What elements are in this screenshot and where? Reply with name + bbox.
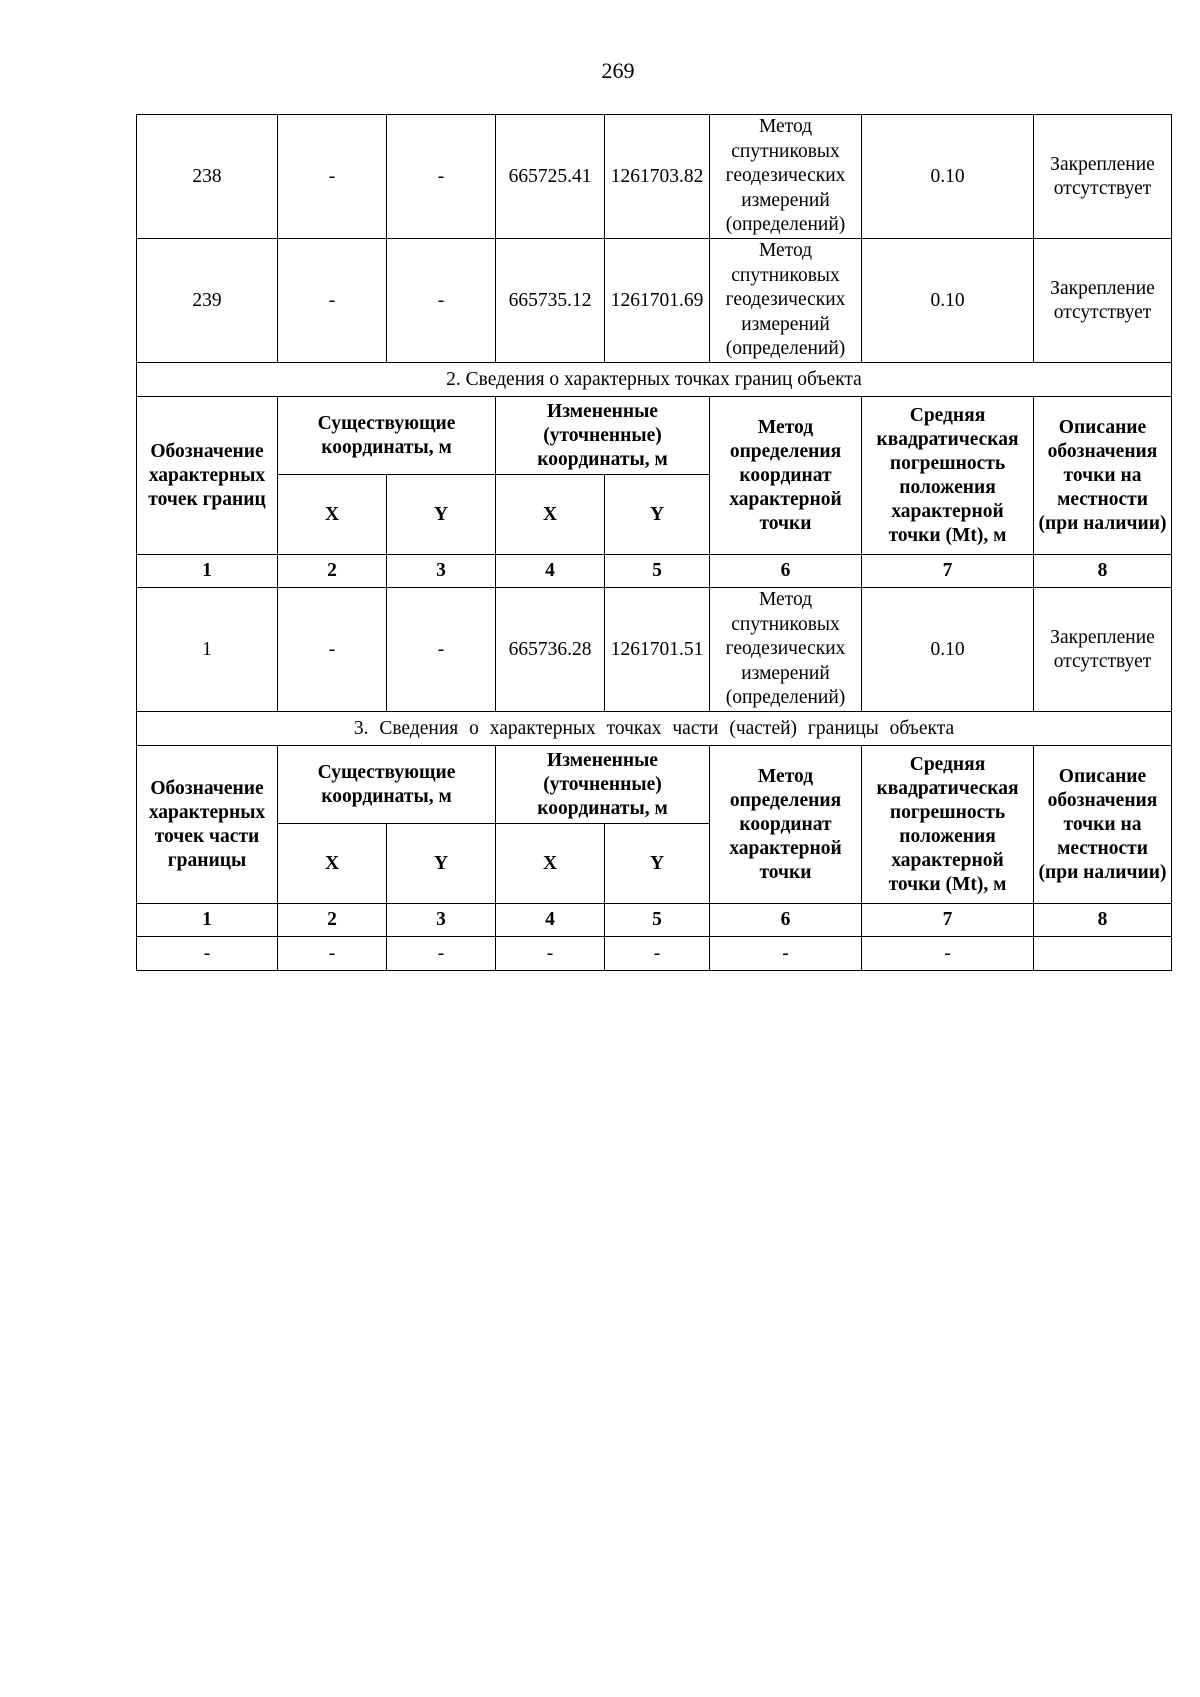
changed-y: 1261701.69 <box>605 239 710 363</box>
section-2-title: 2. Сведения о характерных точках границ объекта <box>137 363 1172 397</box>
column-number: 1 <box>137 555 278 588</box>
mt-value: 0.10 <box>862 115 1034 239</box>
description: Закрепление отсутствует <box>1034 588 1172 712</box>
header-designation: Обозначение характерных точек части границы <box>137 746 278 904</box>
mt-value: 0.10 <box>862 239 1034 363</box>
header-y: Y <box>387 824 496 904</box>
header-existing: Существующие координаты, м <box>278 397 496 475</box>
header-method: Метод определения координат характерной точки <box>710 397 862 555</box>
header-y: Y <box>605 824 710 904</box>
header-x: X <box>278 824 387 904</box>
table-row <box>137 115 1172 239</box>
cell: - <box>862 937 1034 971</box>
description: Закрепление отсутствует <box>1034 239 1172 363</box>
cell <box>1034 937 1172 971</box>
header-y: Y <box>387 475 496 555</box>
header-x: X <box>496 824 605 904</box>
column-number: 5 <box>605 904 710 937</box>
existing-y: - <box>387 588 496 712</box>
cell: - <box>387 937 496 971</box>
method: Метод спутниковых геодезических измерений (определений) <box>710 239 862 363</box>
column-number: 4 <box>496 904 605 937</box>
header-designation: Обозначение характерных точек границ <box>137 397 278 555</box>
section-title-row <box>137 712 1172 746</box>
column-number: 6 <box>710 555 862 588</box>
header-description: Описание обозначения точки на местности (при наличии) <box>1034 397 1172 555</box>
header-method: Метод определения координат характерной точки <box>710 746 862 904</box>
header-y: Y <box>605 475 710 555</box>
existing-x: - <box>278 239 387 363</box>
header-mt: Средняя квадратическая погрешность положения характерной точки (Mt), м <box>862 397 1034 555</box>
page-number: 269 <box>601 58 635 83</box>
section-title-row <box>137 363 1172 397</box>
point-number: 239 <box>137 239 278 363</box>
section-3-title-cell <box>137 712 1172 746</box>
column-number: 1 <box>137 904 278 937</box>
column-number: 3 <box>387 904 496 937</box>
cell: - <box>278 937 387 971</box>
changed-x: 665736.28 <box>496 588 605 712</box>
header-row <box>137 397 1172 475</box>
column-number: 8 <box>1034 555 1172 588</box>
cell: - <box>137 937 278 971</box>
column-number: 3 <box>387 555 496 588</box>
method: Метод спутниковых геодезических измерений (определений) <box>710 588 862 712</box>
changed-x: 665735.12 <box>496 239 605 363</box>
column-numbers-row <box>137 904 1172 937</box>
description: Закрепление отсутствует <box>1034 115 1172 239</box>
column-number: 6 <box>710 904 862 937</box>
cell: - <box>605 937 710 971</box>
column-number: 8 <box>1034 904 1172 937</box>
section-3-title: 3. Сведения о характерных точках части (частей) границы объекта <box>353 717 955 739</box>
table-row <box>137 239 1172 363</box>
header-mt: Средняя квадратическая погрешность положения характерной точки (Mt), м <box>862 746 1034 904</box>
column-number: 7 <box>862 904 1034 937</box>
point-number: 238 <box>137 115 278 239</box>
changed-y: 1261703.82 <box>605 115 710 239</box>
point-number: 1 <box>137 588 278 712</box>
table-row <box>137 937 1172 971</box>
changed-x: 665725.41 <box>496 115 605 239</box>
cell: - <box>496 937 605 971</box>
column-number: 7 <box>862 555 1034 588</box>
header-row <box>137 746 1172 824</box>
column-numbers-row <box>137 555 1172 588</box>
mt-value: 0.10 <box>862 588 1034 712</box>
coordinates-table <box>136 114 1172 971</box>
table-row <box>137 588 1172 712</box>
column-number: 2 <box>278 904 387 937</box>
column-number: 4 <box>496 555 605 588</box>
cell: - <box>710 937 862 971</box>
existing-x: - <box>278 115 387 239</box>
header-changed: Измененные (уточненные) координаты, м <box>496 397 710 475</box>
column-number: 5 <box>605 555 710 588</box>
method: Метод спутниковых геодезических измерений (определений) <box>710 115 862 239</box>
existing-x: - <box>278 588 387 712</box>
header-changed: Измененные (уточненные) координаты, м <box>496 746 710 824</box>
column-number: 2 <box>278 555 387 588</box>
header-x: X <box>278 475 387 555</box>
header-existing: Существующие координаты, м <box>278 746 496 824</box>
existing-y: - <box>387 115 496 239</box>
header-x: X <box>496 475 605 555</box>
changed-y: 1261701.51 <box>605 588 710 712</box>
header-description: Описание обозначения точки на местности (при наличии) <box>1034 746 1172 904</box>
existing-y: - <box>387 239 496 363</box>
